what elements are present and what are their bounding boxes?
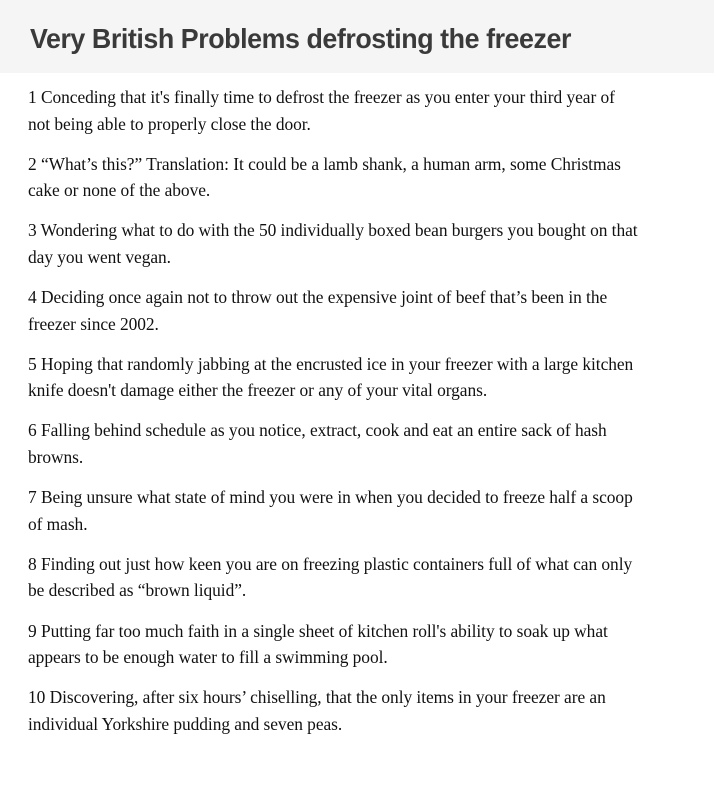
list-item-text: Conceding that it's finally time to defrost the freezer as you enter your third year of not being able to properly close the door. xyxy=(28,87,615,134)
list-item xyxy=(28,351,640,404)
list-item-number: 9 xyxy=(28,620,41,641)
list-item-number: 5 xyxy=(28,353,41,374)
list-item-number: 7 xyxy=(28,487,41,508)
list-item xyxy=(28,484,640,537)
article-body xyxy=(0,73,714,800)
list-item xyxy=(28,217,640,270)
list-item-text: Hoping that randomly jabbing at the encrusted ice in your freezer with a large kitchen knife doesn't damage either the freezer or any of your vital organs. xyxy=(28,353,634,401)
list-item-text: “What’s this?” Translation: It could be a lamb shank, a human arm, some Christmas cake or none of the above. xyxy=(28,153,621,201)
list-item-number: 10 xyxy=(28,687,50,708)
list-item xyxy=(28,684,640,737)
list-item-number: 3 xyxy=(28,220,41,241)
header-band xyxy=(0,0,714,73)
list-item-text: Putting far too much faith in a single sheet of kitchen roll's ability to soak up what appears to be enough water to fill a swimming pool. xyxy=(28,620,608,668)
list-item-number: 4 xyxy=(28,287,41,308)
list-item xyxy=(28,284,640,337)
list-item-number: 8 xyxy=(28,553,41,574)
list-item-text: Finding out just how keen you are on freezing plastic containers full of what can only be described as “brown liquid”. xyxy=(28,553,633,601)
list-item xyxy=(28,551,640,604)
list-item xyxy=(28,84,640,137)
page-title: Very British Problems defrosting the freezer xyxy=(30,23,571,54)
list-item-text: Falling behind schedule as you notice, extract, cook and eat an entire sack of hash browns. xyxy=(28,420,607,468)
list-item-number: 2 xyxy=(28,153,41,174)
list-item-text: Deciding once again not to throw out the expensive joint of beef that’s been in the freezer since 2002. xyxy=(28,287,608,334)
problems-list xyxy=(28,84,640,737)
list-item-text: Discovering, after six hours’ chiselling, that the only items in your freezer are an individual Yorkshire pudding and seven peas. xyxy=(28,687,606,734)
list-item-number: 1 xyxy=(28,87,41,107)
list-item-text: Being unsure what state of mind you were in when you decided to freeze half a scoop of mash. xyxy=(28,487,633,534)
list-item xyxy=(28,151,640,204)
list-item-number: 6 xyxy=(28,420,41,441)
list-item xyxy=(28,618,640,671)
list-item xyxy=(28,417,640,470)
list-item-text: Wondering what to do with the 50 individually boxed bean burgers you bought on that day you went vegan. xyxy=(28,220,638,267)
